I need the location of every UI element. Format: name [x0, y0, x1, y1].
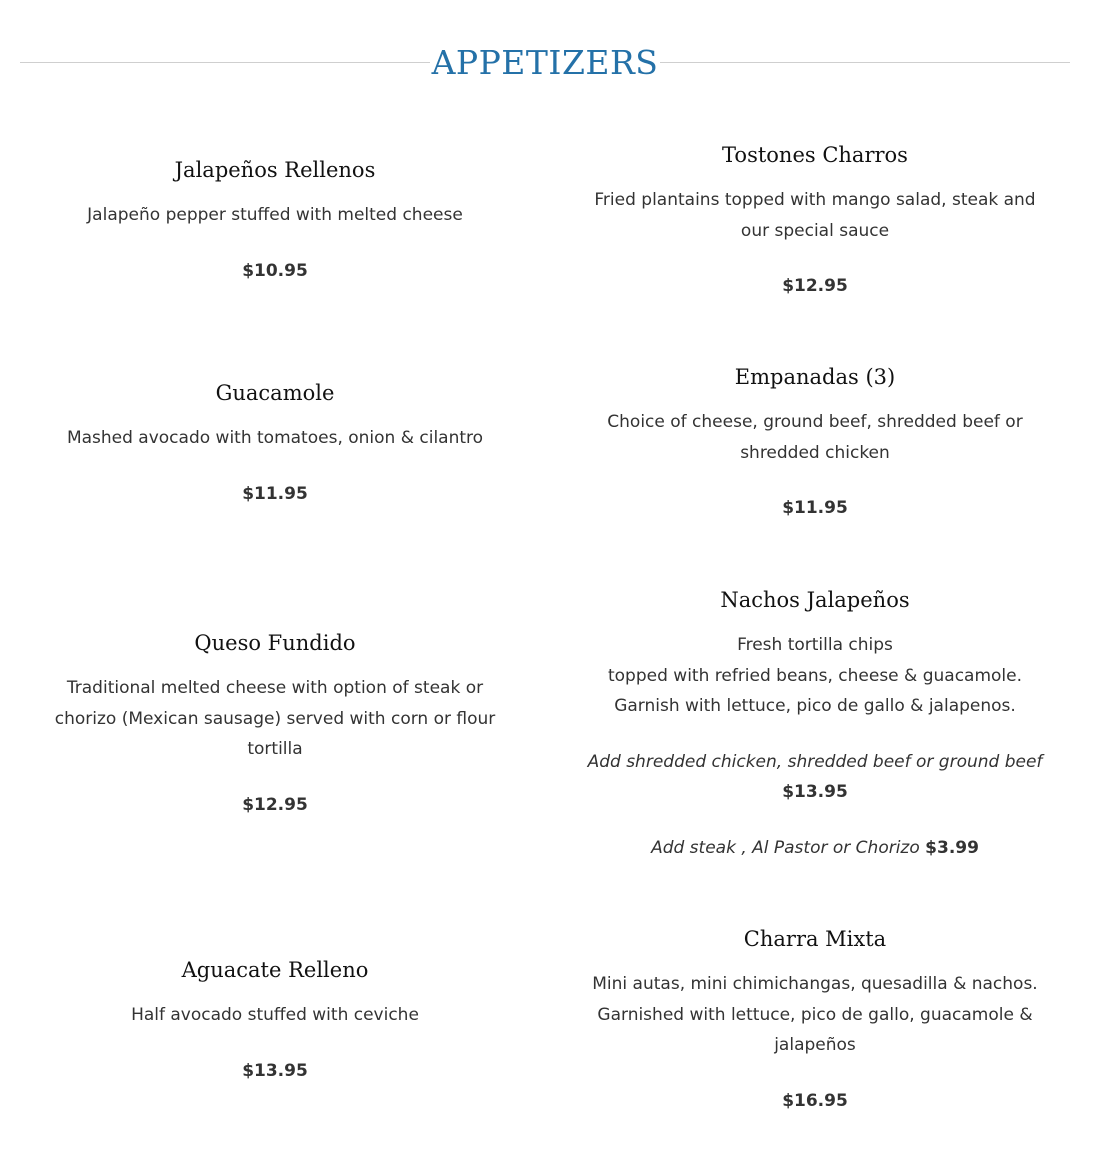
menu-item-queso-fundido: [30, 628, 520, 820]
item-addon: [570, 833, 1060, 864]
addon-price: $3.99: [925, 837, 979, 858]
item-description: Mini autas, mini chimichangas, quesadilla & nachos. Garnished with lettuce, pico de gallo, guacamole & jalapeños: [592, 974, 1038, 1055]
addon-price: $13.95: [782, 782, 848, 802]
section-header: [20, 40, 1070, 86]
item-description: Fried plantains topped with mango salad, steak and our special sauce: [594, 190, 1036, 241]
header-divider-right: [660, 62, 1070, 63]
item-description: Half avocado stuffed with ceviche: [131, 1005, 419, 1025]
section-title: APPETIZERS: [431, 43, 659, 82]
menu-item-guacamole: [30, 378, 520, 509]
menu-item-nachos-jalapenos: [570, 585, 1060, 863]
item-price: $11.95: [242, 483, 308, 504]
menu-item-tostones-charros: [570, 140, 1060, 301]
addon-text: Add steak , Al Pastor or Chorizo: [651, 837, 926, 858]
item-name: Tostones Charros: [722, 143, 908, 167]
addon-text: Add shredded chicken, shredded beef or ground beef: [587, 751, 1043, 772]
menu-item-empanadas: [570, 362, 1060, 523]
item-price: $12.95: [782, 276, 848, 296]
menu-item-aguacate-relleno: [30, 955, 520, 1086]
item-price: $11.95: [782, 498, 848, 518]
item-addon: [570, 747, 1060, 808]
item-name: Aguacate Relleno: [181, 958, 369, 982]
item-price: $16.95: [782, 1090, 848, 1111]
menu-item-jalapenos-rellenos: [30, 155, 520, 286]
item-description: Fresh tortilla chips topped with refried beans, cheese & guacamole. Garnish with lettuce, pico de gallo & jalapenos.: [607, 635, 1023, 716]
item-price: $12.95: [242, 794, 308, 815]
item-price: $10.95: [242, 260, 308, 281]
item-price: $13.95: [242, 1060, 308, 1081]
item-description: Traditional melted cheese with option of steak or chorizo (Mexican sausage) served with corn or flour tortilla: [54, 678, 496, 759]
item-description: Choice of cheese, ground beef, shredded beef or shredded chicken: [607, 412, 1023, 463]
item-name: Nachos Jalapeños: [720, 588, 910, 612]
item-name: Empanadas (3): [734, 365, 896, 389]
item-description: Mashed avocado with tomatoes, onion & cilantro: [66, 428, 484, 448]
item-description: Jalapeño pepper stuffed with melted cheese: [87, 205, 463, 225]
item-name: Charra Mixta: [743, 927, 887, 951]
item-name: Queso Fundido: [194, 631, 356, 655]
menu-item-charra-mixta: [570, 924, 1060, 1116]
item-name: Jalapeños Rellenos: [174, 158, 376, 182]
item-name: Guacamole: [215, 381, 335, 405]
